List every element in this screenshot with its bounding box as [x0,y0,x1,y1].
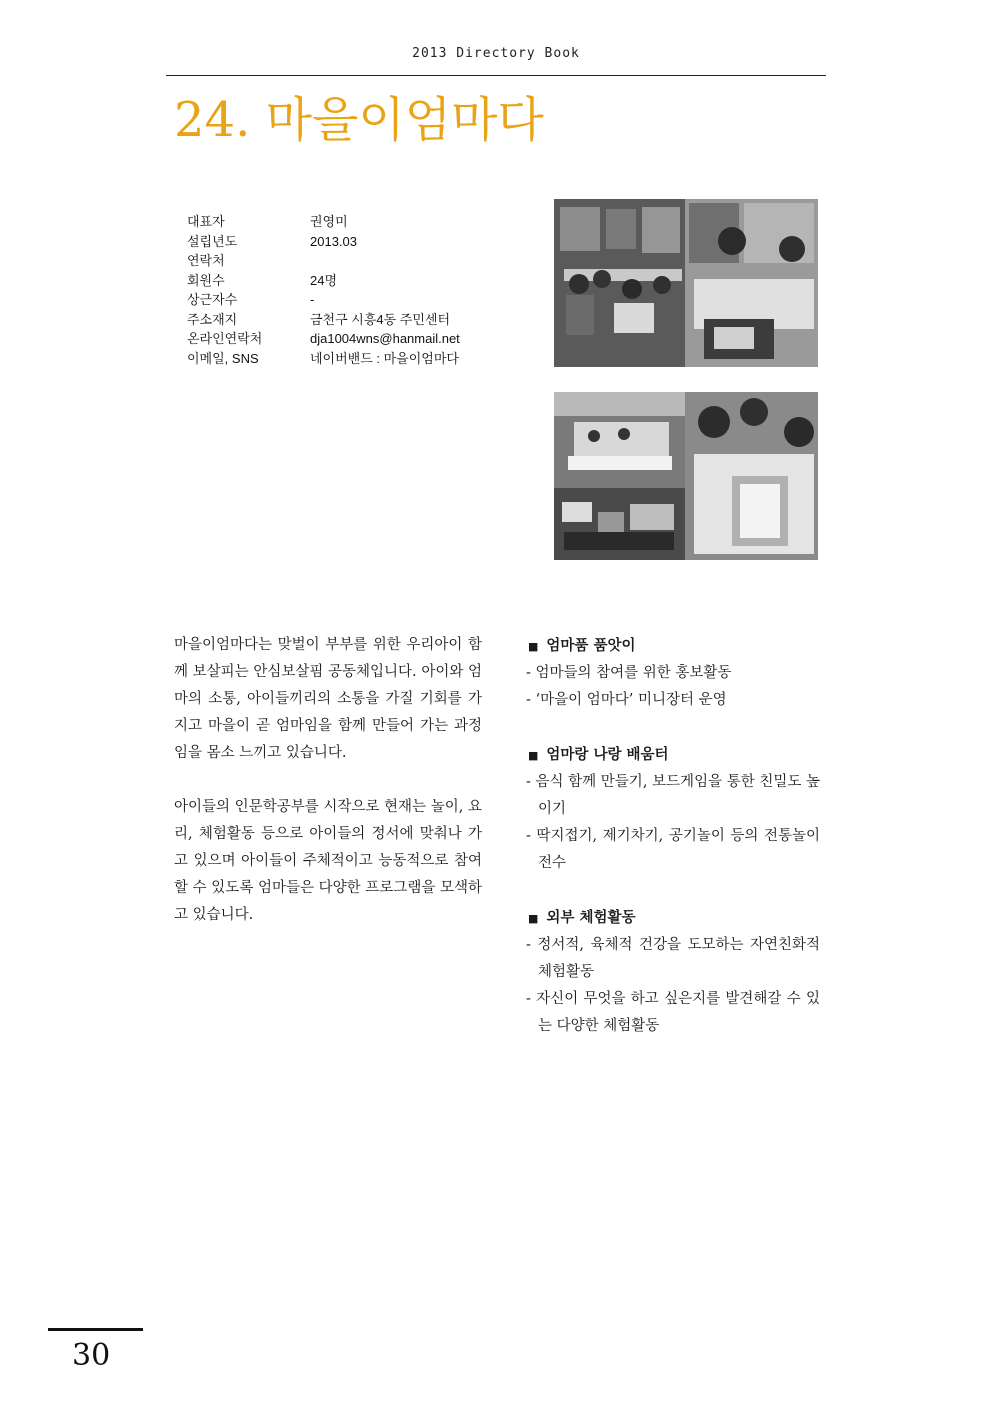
info-label: 회원수 [187,272,225,288]
info-label: 대표자 [187,214,225,229]
photo-market-image [554,392,818,560]
activity-section [524,904,820,1040]
activity-item: - 엄마들의 참여를 위한 홍보활동 [526,665,732,681]
info-row-email-sns [187,349,460,369]
activity-title-text: 엄마품 품앗이 [546,637,636,654]
photo-library-activity [554,199,818,367]
intro-paragraph: 마을이엄마다는 맞벌이 부부를 위한 우리아이 함께 보살피는 안심보살핌 공동체입니다. 아이와 엄마의 소통, 아이들끼리의 소통을 가질 기회를 가지고 마을이 곧 엄마임을 함께 만들어 가는 과정임을 몸소 느끼고 있습니다. [174,637,482,761]
activity-item: - ‘마을이 엄마다’ 미니장터 운영 [526,692,727,708]
activity-title-text: 엄마랑 나랑 배움터 [546,746,669,763]
header-divider [166,75,826,76]
info-row-representative [187,212,460,232]
info-label: 연락처 [187,253,225,268]
info-row-online-contact [187,329,460,349]
activity-item: - 정서적, 육체적 건강을 도모하는 자연친화적 체험활동 [526,937,820,980]
footer-divider [48,1328,143,1331]
organization-info-table [187,212,460,368]
info-row-address [187,310,460,330]
info-value: dja1004wns@hanmail.net [310,331,460,346]
activity-section-title [524,741,820,769]
activity-item: - 음식 함께 만들기, 보드게임을 통한 친밀도 높이기 [526,774,820,817]
activity-section [524,632,820,714]
info-value: 24명 [310,272,338,288]
running-header: 2013 Directory Book [412,46,580,61]
activity-section-title [524,632,820,660]
info-label: 이메일, SNS [187,350,259,366]
activity-item: - 딱지접기, 제기차기, 공기놀이 등의 전통놀이 전수 [526,828,820,871]
info-label: 주소재지 [187,311,238,327]
info-value: 네이버밴드 : 마을이엄마다 [310,350,459,366]
info-row-members [187,271,460,291]
page-number: 30 [72,1338,111,1373]
square-bullet-icon: ■ [528,912,539,925]
info-label: 온라인연락처 [187,331,263,346]
introduction-text [174,632,482,929]
info-label: 설립년도 [187,233,238,249]
square-bullet-icon: ■ [528,749,539,762]
activity-section [524,741,820,877]
intro-paragraph: 아이들의 인문학공부를 시작으로 현재는 놀이, 요리, 체험활동 등으로 아이들의 정서에 맞춰나 가고 있으며 아이들이 주체적이고 능동적으로 참여할 수 있도록 엄마들은 다양한 프로그램을 모색하고 있습니다. [174,799,482,923]
info-row-staff [187,290,460,310]
info-value: 권영미 [310,214,348,229]
info-value: - [310,292,315,307]
activity-section-title [524,904,820,932]
info-row-founded [187,232,460,252]
square-bullet-icon: ■ [528,640,539,653]
info-value: 금천구 시흥4동 주민센터 [310,311,451,327]
photo-library-image [554,199,818,367]
info-label: 상근자수 [187,292,238,307]
info-value: 2013.03 [310,233,357,249]
info-row-contact [187,251,460,271]
activities-list [524,632,820,1040]
page-title: 24. 마을이엄마다 [174,92,544,148]
activity-item: - 자신이 무엇을 하고 싶은지를 발견해갈 수 있는 다양한 체험활동 [526,991,820,1034]
photo-market-and-boardgame [554,392,818,560]
activity-title-text: 외부 체험활동 [546,909,636,926]
